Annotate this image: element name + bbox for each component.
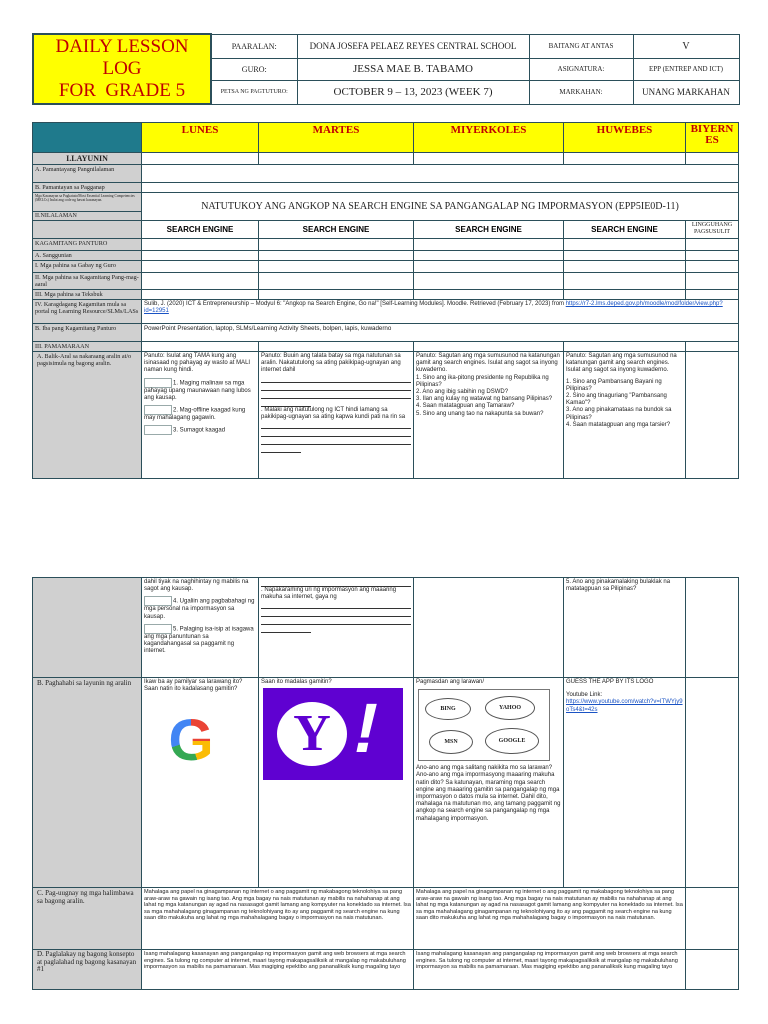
gabay-label: I. Mga pahina sa Gabay ng Guro — [33, 261, 142, 273]
huwebes-q5: 5. Ano ang pinakamalaking bulaklak na matatagpuan sa Pilipinas? — [566, 579, 671, 593]
pamamaraan-label: III. PAMAMARAAN — [33, 342, 142, 352]
blank-line[interactable] — [261, 383, 411, 391]
search-engine-martes: SEARCH ENGINE — [259, 221, 414, 239]
yahoo-exclaim-icon: ! — [346, 689, 387, 768]
huwebes-q4: 4. Saan matatagpuan ang mga tarsier? — [566, 421, 671, 428]
blank-line[interactable] — [261, 625, 311, 633]
blank-line[interactable] — [261, 399, 311, 407]
blank-line[interactable] — [261, 445, 301, 453]
search-engine-clouds — [418, 689, 550, 761]
baitang-label: BAITANG AT ANTAS — [529, 34, 633, 58]
miyerkoles-q1: 1. Sino ang ika-pitong presidente ng Republika ng Pilipinas? — [416, 374, 549, 388]
lunes-item-5: 5. Palaging isa-isip at isagawa ang mga panuntunan sa kagandahangasal sa paggamit ng internet. — [144, 626, 254, 655]
youtube-link-label: Youtube Link: — [566, 692, 603, 699]
google-logo — [156, 708, 226, 774]
blank-line[interactable] — [261, 617, 411, 625]
yahoo-y-icon: Y — [293, 705, 331, 763]
pag-uugnay-lunes-martes: Mahalaga ang papel na ginagampanan ng internet o ang paggamit ng makabagong teknolohiya sa pang araw-araw na gawain ng isang tao. Ang mga bagay na nais matutunan ay mabilis na nahahanap at ang lahat ng mga katanungan ay agad na nasasagot gamit lamang ang kompyuter na konektado sa internet. Isa sa mga mahahalagang ginagampanan ng teknolohiyang ito ay ang paggamit ng search engine na kung saan dito makukuha ang lahat ng mga mahahalagang bagay o impormasyon na nais matutunan. — [142, 888, 414, 950]
pamantayang-pangnilalaman-label: A. Pamantayang Pangnilalaman — [33, 165, 142, 183]
search-engine-huwebes: SEARCH ENGINE — [564, 221, 686, 239]
lunes-item-2: 2. Mag-offline kaagad kung may mahalagang gagawin. — [144, 407, 246, 422]
huwebes-q3: 3. Ano ang pinakamataas na bundok sa Pilipinas? — [566, 407, 672, 421]
title-line-1: DAILY LESSON — [55, 36, 189, 57]
martes-paghahabi — [259, 678, 414, 888]
huwebes-q1: 1. Sino ang Pambansang Bayani ng Pilipinas? — [566, 378, 662, 392]
miyerkoles-q5: 5. Sino ang unang tao na nakapunta sa buwan? — [416, 410, 544, 417]
day-martes: MARTES — [259, 123, 414, 153]
day-biyernes: BIYERNES — [686, 123, 739, 153]
nilalaman-label-top: II.NILALAMAN — [33, 212, 142, 221]
header-block — [32, 33, 740, 105]
martes-cont: . Napakaraming uri ng impormasyon ang maaaring makuha sa internet, gaya ng — [261, 587, 397, 601]
bing-cloud-icon: BING — [425, 698, 471, 720]
header-table — [32, 33, 740, 105]
day-huwebes: HUWEBES — [564, 123, 686, 153]
miyerkoles-intro: Panuto: Sagutan ang mga sumusunod na katanungan gamit ang search engines. Isulat ang sagot sa inyong kuwaderno. — [416, 353, 560, 374]
lesson-table-page-2 — [32, 577, 740, 990]
blank-line[interactable] — [261, 391, 411, 399]
miyerkoles-paghahabi-top: Pagmasdan ang larawan/ — [416, 679, 485, 685]
kagamitang-pang-aaral-label: II. Mga pahina sa Kagamitang Pang-mag-aaral — [33, 273, 142, 290]
paglalahad-lunes-martes: Isang mahalagang kasanayan ang pangangalap ng impormasyon gamit ang web browsers at mga search engines. Sa tulong ng computer at internet, maari tayong makapagsaliksik at mangalap ng makabuluhang impormasyon sa mabilis na pamamaraan. Mas magiging epektibo ang pananaliksik kung magaling tayo — [142, 950, 414, 990]
melc-label: Mga Kasanayan sa Pagkatuto/Most Essential Learning Competencies (MELCs) Isulat ang code ng bawat kasanayan. — [33, 193, 142, 212]
blank-line[interactable] — [261, 429, 411, 437]
melc-value: NATUTUKOY ANG ANGKOP NA SEARCH ENGINE SA PANGANGALAP NG IMPORMASYON (EPP5IE0D-11) — [142, 193, 739, 221]
balik-aral-label: A. Balik-Aral sa nakaraang aralin at/o pagsisimula ng bagong aralin. — [33, 352, 142, 479]
blank-line[interactable] — [261, 609, 411, 617]
karagdagang-text: Sulib, J. (2020) ICT & Entrepreneurship – Modyul 6: "Angkop na Search Engine, Go na!" [Self-Learning Modules]. Moodle. Retrieved (February 17, 2023) from — [144, 301, 566, 307]
answer-box-4[interactable] — [144, 596, 172, 606]
lunes-cont: dahil tiyak na naghihintay ng mabilis na sagot ang kausap. — [144, 579, 249, 593]
lesson-table-continued — [32, 577, 739, 990]
yahoo-circle — [277, 702, 347, 766]
miyerkoles-q4: 4. Saan matatagpuan ang Tamaraw? — [416, 403, 515, 410]
lesson-table-page-1 — [32, 122, 740, 479]
blank-line[interactable] — [261, 437, 411, 445]
day-miyerkoles: MIYERKOLES — [414, 123, 564, 153]
lunes-paghahabi-text: Ikaw ba ay pamilyar sa larawang ito? Saan natin ito kadalasang gamitin? — [144, 679, 243, 693]
miyerkoles-paghahabi — [414, 678, 564, 888]
miyerkoles-balik-aral — [414, 352, 564, 479]
search-engine-lunes: SEARCH ENGINE — [142, 221, 259, 239]
msn-cloud-icon: MSN — [429, 730, 473, 754]
iba-pang-value: PowerPoint Presentation, laptop, SLMs/Learning Activity Sheets, bolpen, lapis, kuwaderno — [142, 324, 739, 342]
paaralan-label: PAARALAN: — [211, 34, 297, 58]
lunes-item-1: 1. Maging malinaw sa mga pahayag upang maunawaan nang lubos ang kausap. — [144, 380, 251, 401]
petsa-label: PETSA NG PAGTUTURO: — [211, 80, 297, 104]
answer-box-1[interactable] — [144, 378, 172, 388]
miyerkoles-paghahabi-text: Ano-ano ang mga salitang nakikita mo sa larawan? Ano-ano ang mga impormasyong maaaring makuha natin dito? Sa katunayan, maraming mga search engine ang maaaring gamitin sa pangangalap ng mga impormasyon o datos mula sa internet. Dahil dito, mahalaga na matutunan mo, ang tamang paggamit ng angkop na search engine sa pangangalap ng mga mahalagang impormasyon. — [416, 765, 561, 822]
paaralan-value: DONA JOSEFA PELAEZ REYES CENTRAL SCHOOL — [297, 34, 529, 58]
layunin-label: I.LAYUNIN — [33, 153, 142, 165]
lunes-balik-aral-cont — [142, 578, 259, 678]
miyerkoles-q3: 3. Ilan ang kulay ng watawat ng bansang Pilipinas? — [416, 396, 553, 403]
days-header-row — [33, 123, 739, 153]
markahan-value: UNANG MARKAHAN — [633, 80, 739, 104]
martes-intro: Panuto: Buuin ang talata batay sa mga natutunan sa aralin. Nakatutulong sa ating pakikipag-ugnayan ang internet dahil — [261, 353, 401, 374]
guro-label: GURO: — [211, 58, 297, 80]
lunes-item-4: 4. Ugaliin ang pagbabahagi ng mga personal na impormasyon sa kausap. — [144, 598, 255, 620]
title-line-2: LOG — [102, 58, 142, 79]
yahoo-logo — [263, 688, 403, 780]
blank-line[interactable] — [261, 375, 411, 383]
lunes-balik-aral — [142, 352, 259, 479]
kagamitang-panturo-label: KAGAMITANG PANTURO — [33, 239, 142, 251]
answer-box-5[interactable] — [144, 624, 172, 634]
karagdagang-value — [142, 300, 739, 324]
iba-pang-label: B. Iba pang Kagamitang Panturo — [33, 324, 142, 342]
lunes-intro: Panuto: Isulat ang TAMA kung ang isinasaad ng pahayag ay wasto at MALI naman kung hindi. — [144, 353, 251, 374]
lesson-log-title — [33, 34, 211, 104]
paghahabi-label: B. Paghahabi sa layunin ng aralin — [33, 678, 142, 888]
paglalahad-label: D. Paglalakay ng bagong konsepto at paglalahad ng bagong kasanayan #1 — [33, 950, 142, 990]
blank-line[interactable] — [261, 601, 411, 609]
pamantayan-sa-pagganap-label: B. Pamantayan sa Pagganap — [33, 183, 142, 193]
huwebes-balik-aral — [564, 352, 686, 479]
blank-line[interactable] — [261, 421, 411, 429]
miyerkoles-q2: 2. Ano ang ibig sabihin ng DSWD? — [416, 389, 509, 396]
petsa-value: OCTOBER 9 – 13, 2023 (WEEK 7) — [297, 80, 529, 104]
markahan-label: MARKAHAN: — [529, 80, 633, 104]
google-cloud-icon: GOOGLE — [485, 728, 539, 754]
title-line-3: FOR GRADE 5 — [58, 80, 186, 101]
paglalahad-miyerkoles-huwebes: Isang mahalagang kasanayan ang pangangalap ng impormasyon gamit ang web browsers at mga search engines. Sa tulong ng computer at internet, maari tayong makapagsaliksik at mangalap ng makabuluhang impormasyon sa mabilis na pamamaraan. Mas magiging epektibo ang pananaliksik kung magaling tayo — [414, 950, 686, 990]
guro-value: JESSA MAE B. TABAMO — [297, 58, 529, 80]
martes-balik-aral-cont — [259, 578, 414, 678]
asignatura-label: ASIGNATURA: — [529, 58, 633, 80]
lesson-table — [32, 122, 739, 479]
guess-app-title: GUESS THE APP BY ITS LOGO — [566, 679, 654, 685]
blank-line[interactable] — [261, 579, 411, 587]
karagdagang-link[interactable]: https://r7-2.lms.deped.gov.ph/moodle/mod/folder/view.php?id=12951 — [144, 301, 723, 315]
huwebes-paghahabi — [564, 678, 686, 888]
lunes-item-3: 3. Sumagot kaagad — [173, 427, 226, 434]
day-lunes: LUNES — [142, 123, 259, 153]
huwebes-intro: Panuto: Sagutan ang mga sumusunod na katanungan gamit ang search engines. Isulat ang sagot sa inyong kuwaderno. — [566, 353, 677, 374]
teksbuk-label: III. Mga pahina sa Teksbuk — [33, 290, 142, 300]
answer-box-2[interactable] — [144, 405, 172, 415]
pag-uugnay-miyerkoles-huwebes: Mahalaga ang papel na ginagampanan ng internet o ang paggamit ng makabagong teknolohiya sa pang araw-araw na gawain ng isang tao. Ang mga bagay na nais matutunan ay mabilis na nahahanap at ang lahat ng mga katanungan ay agad na nasasagot gamit lamang ang kompyuter na konektado sa internet. Isa sa mga mahahalagang ginagampanan ng teknolohiyang ito ay ang paggamit ng search engine na kung saan dito makukuha ang lahat ng mga mahahalagang bagay o impormasyon na nais matutunan. — [414, 888, 686, 950]
sanggunian-label: A. Sanggunian — [33, 251, 142, 261]
martes-balik-aral — [259, 352, 414, 479]
pag-uugnay-label: C. Pag-uugnay ng mga halimbawa sa bagong aralin. — [33, 888, 142, 950]
answer-box-3[interactable] — [144, 425, 172, 435]
youtube-link[interactable]: https://www.youtube.com/watch?v=ITWYjy9oTs4&t=42s — [566, 699, 683, 713]
yahoo-cloud-icon: YAHOO — [485, 696, 535, 720]
search-engine-miyerkoles: SEARCH ENGINE — [414, 221, 564, 239]
asignatura-value: EPP (ENTREP AND ICT) — [633, 58, 739, 80]
huwebes-q2: 2. Sino ang tinaguriang "Pambansang Kamao"? — [566, 393, 667, 407]
baitang-value: V — [633, 34, 739, 58]
lingguhang-pagsusulit: LINGGUHANG PAGSUSULIT — [686, 221, 739, 239]
martes-paghahabi-text: Saan ito madalas gamitin? — [261, 679, 332, 685]
huwebes-balik-aral-cont — [564, 578, 686, 678]
karagdagang-label: IV. Karagdagang Kagamitan mula sa portal ng Learning Resource/SLMs/LASs — [33, 300, 142, 324]
lunes-paghahabi — [142, 678, 259, 888]
google-g-icon: G — [168, 708, 214, 774]
martes-mid: . Malaki ang naitutulong ng ICT hindi lamang sa pakikipag-ugnayan sa ating kapwa kundi pati na rin sa — [261, 406, 406, 420]
